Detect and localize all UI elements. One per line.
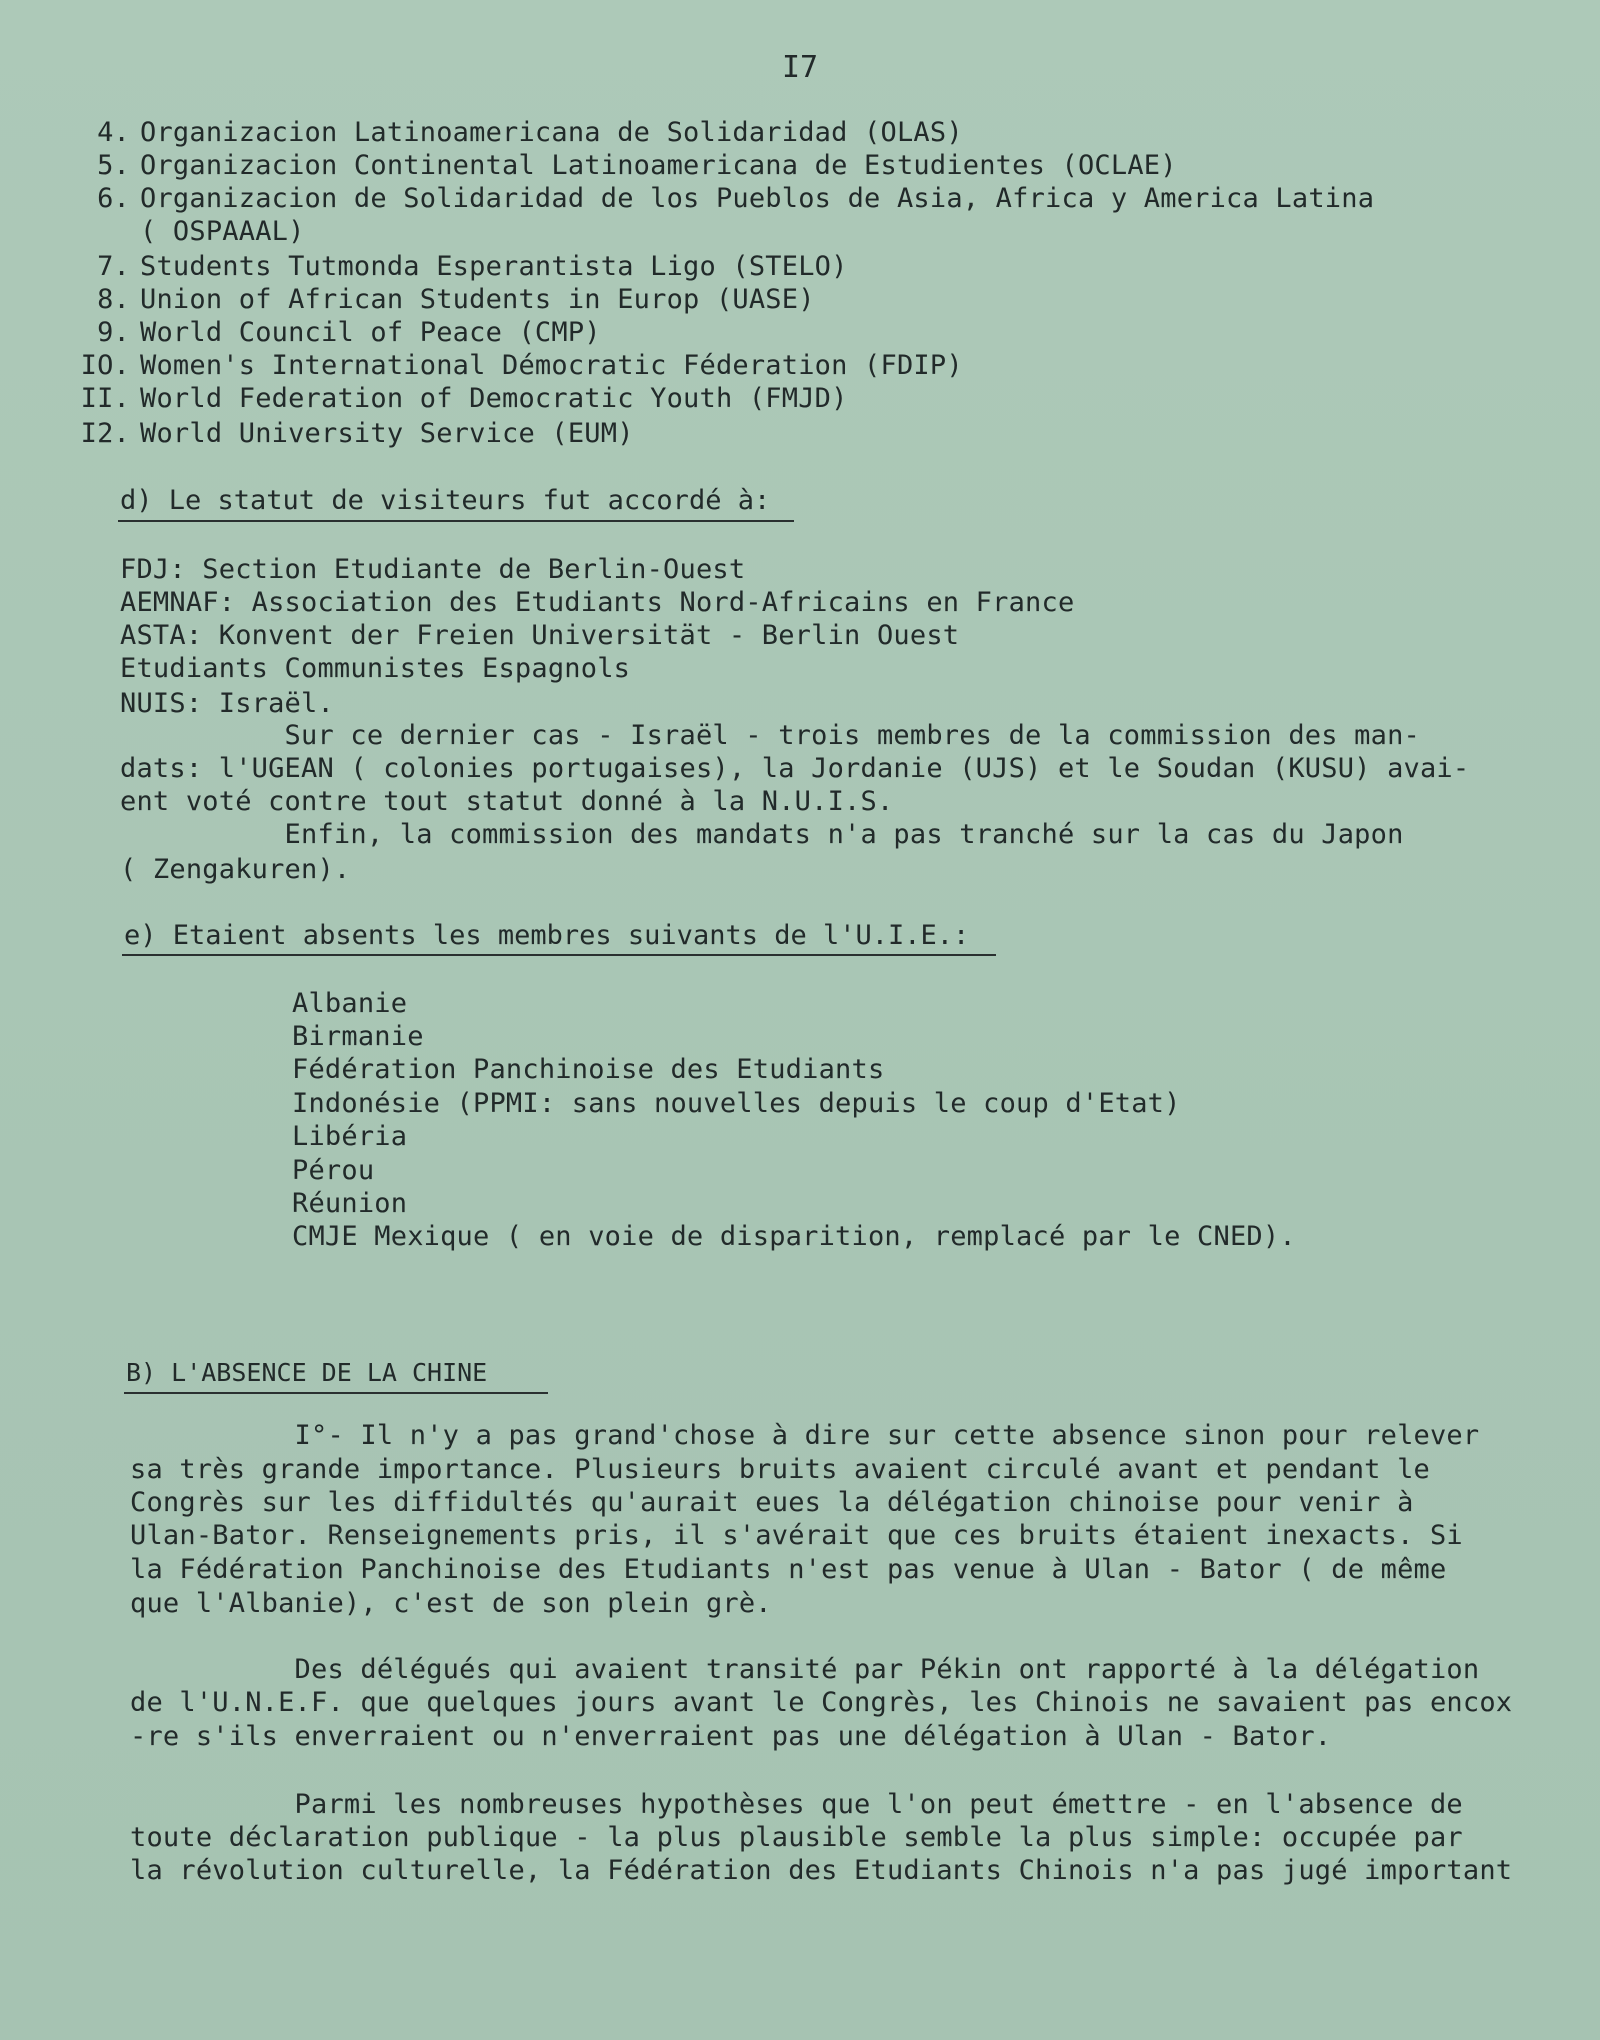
paragraph-line: -re s'ils enverraient ou n'enverraient pas une délégation à Ulan - Bator. xyxy=(130,1721,1332,1752)
paragraph-line: dats: l'UGEAN ( colonies portugaises), la Jordanie (UJS) et le Soudan (KUSU) avai- xyxy=(120,753,1470,784)
paragraph-line: Sur ce dernier cas - Israël - trois membres de la commission des man- xyxy=(120,720,1420,751)
paragraph-line: la révolution culturelle, la Fédération des Etudiants Chinois n'a pas jugé important xyxy=(130,1855,1513,1886)
section-b-underline xyxy=(124,1392,548,1394)
paragraph-line: ent voté contre tout statut donné à la N.U.I.S. xyxy=(120,786,894,817)
list-item: 5. Organizacion Continental Latinoamericana de Estudientes (OCLAE) xyxy=(97,150,1177,181)
paragraph-line: Parmi les nombreuses hypothèses que l'on peut émettre - en l'absence de xyxy=(130,1789,1463,1820)
section-b-heading: B) L'ABSENCE DE LA CHINE xyxy=(126,1358,488,1387)
absent-member: Indonésie (PPMI: sans nouvelles depuis le coup d'Etat) xyxy=(292,1088,1181,1119)
list-item: 8. Union of African Students in Europ (UASE) xyxy=(97,284,815,315)
paragraph-line: Congrès sur les diffidultés qu'aurait eues la délégation chinoise pour venir à xyxy=(130,1487,1414,1518)
absent-member: CMJE Mexique ( en voie de disparition, remplacé par le CNED). xyxy=(292,1221,1296,1252)
absent-member: Réunion xyxy=(292,1188,408,1219)
paragraph-line: Ulan-Bator. Renseignements pris, il s'avérait que ces bruits étaient inexacts. Si xyxy=(130,1520,1463,1551)
paragraph-line: Des délégués qui avaient transité par Pékin ont rapporté à la délégation xyxy=(130,1654,1480,1685)
absent-member: Pérou xyxy=(292,1155,375,1186)
list-item: 9. World Council of Peace (CMP) xyxy=(97,317,601,348)
paragraph-line: toute déclaration publique - la plus plausible semble la plus simple: occupée par xyxy=(130,1822,1463,1853)
page-number: I7 xyxy=(782,50,819,85)
paragraph-line: Enfin, la commission des mandats n'a pas tranché sur la cas du Japon xyxy=(120,819,1404,850)
visitor-line: AEMNAF: Association des Etudiants Nord-Africains en France xyxy=(120,587,1075,618)
visitor-line: NUIS: Israël. xyxy=(120,688,334,719)
list-item: I2. World University Service (EUM) xyxy=(80,418,634,449)
visitor-line: Etudiants Communistes Espagnols xyxy=(120,653,631,684)
visitor-line: FDJ: Section Etudiante de Berlin-Ouest xyxy=(120,554,746,585)
list-item: IO. Women's International Démocratic Féderation (FDIP) xyxy=(80,350,963,381)
section-d-underline xyxy=(118,520,794,522)
absent-member: Birmanie xyxy=(292,1021,424,1052)
list-item: ( OSPAAAL) xyxy=(140,216,305,247)
absent-member: Libéria xyxy=(292,1121,408,1152)
absent-member: Albanie xyxy=(292,988,408,1019)
paragraph-line: que l'Albanie), c'est de son plein grè. xyxy=(130,1588,772,1619)
visitor-line: ASTA: Konvent der Freien Universität - Berlin Ouest xyxy=(120,620,960,651)
paragraph-line: ( Zengakuren). xyxy=(120,854,351,885)
list-item: 6. Organizacion de Solidaridad de los Pueblos de Asia, Africa y America Latina xyxy=(97,183,1375,214)
section-d-heading: d) Le statut de visiteurs fut accordé à: xyxy=(120,485,771,516)
paragraph-line: de l'U.N.E.F. que quelques jours avant le Congrès, les Chinois ne savaient pas encox xyxy=(130,1687,1513,1718)
paragraph-line: I°- Il n'y a pas grand'chose à dire sur cette absence sinon pour relever xyxy=(130,1420,1480,1451)
section-e-underline xyxy=(122,954,996,956)
paragraph-line: sa très grande importance. Plusieurs bruits avaient circulé avant et pendant le xyxy=(130,1454,1430,1485)
section-e-heading: e) Etaient absents les membres suivants de l'U.I.E.: xyxy=(124,920,970,951)
list-item: 4. Organizacion Latinoamericana de Solidaridad (OLAS) xyxy=(97,117,963,148)
list-item: II. World Federation of Democratic Youth (FMJD) xyxy=(80,383,848,414)
paragraph-line: la Fédération Panchinoise des Etudiants n'est pas venue à Ulan - Bator ( de même xyxy=(130,1554,1447,1585)
absent-member: Fédération Panchinoise des Etudiants xyxy=(292,1054,885,1085)
list-item: 7. Students Tutmonda Esperantista Ligo (STELO) xyxy=(97,251,848,282)
